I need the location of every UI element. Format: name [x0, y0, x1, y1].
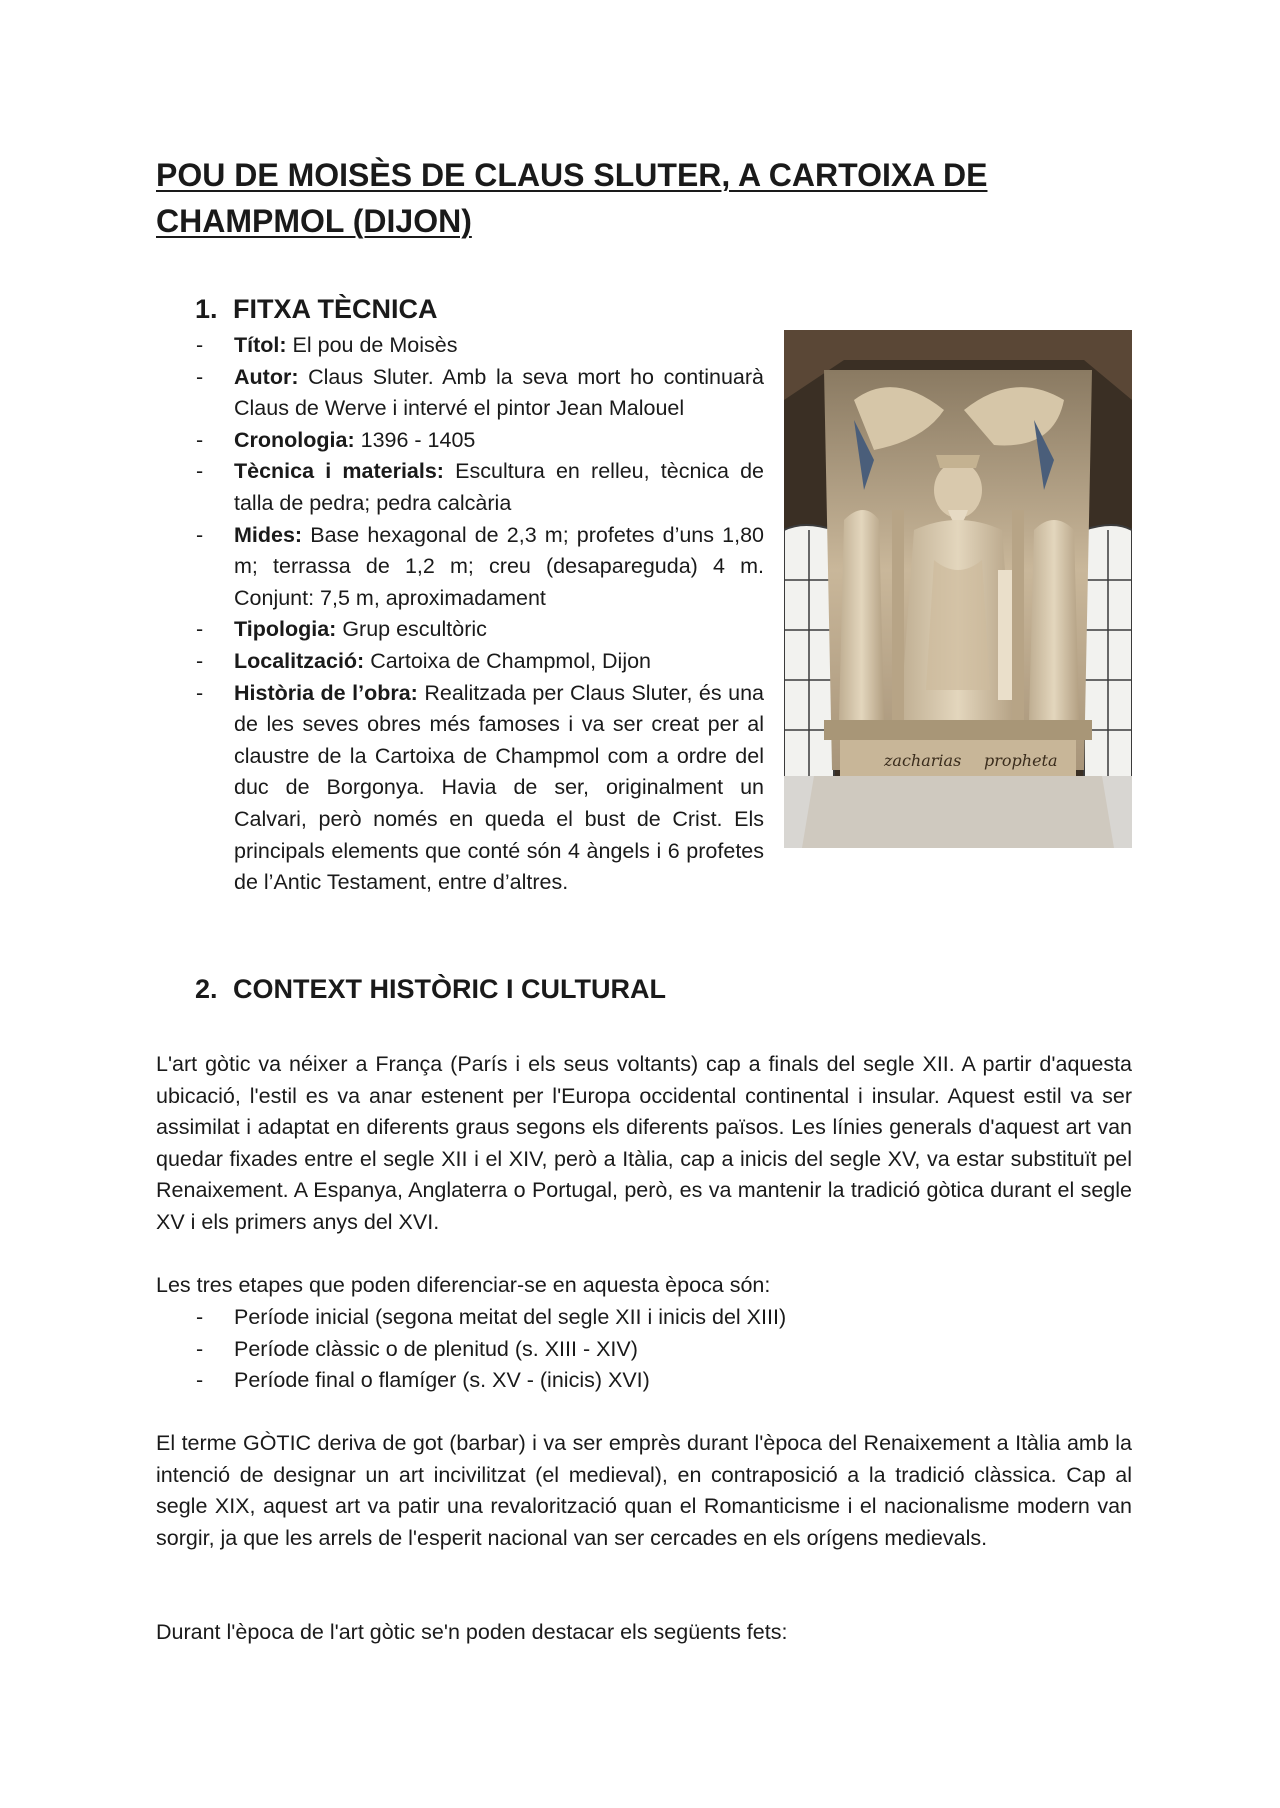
paragraph-etapes-intro: Les tres etapes que poden diferenciar-se en aquesta època són: [156, 1273, 771, 1297]
list-item: - Període clàssic o de plenitud (s. XIII - XIV) [156, 1334, 1132, 1366]
fitxa-label: Tipologia: [234, 617, 337, 642]
fitxa-item-historia [156, 678, 1132, 899]
fitxa-value: Grup escultòric [342, 617, 487, 642]
fitxa-item-tipologia [156, 614, 1132, 646]
paragraph-fets: Durant l'època de l'art gòtic se'n poden destacar els següents fets: [156, 1620, 788, 1644]
section-heading-context [195, 972, 666, 1006]
section-title: CONTEXT HISTÒRIC I CULTURAL [233, 974, 666, 1004]
fitxa-label: Autor: [234, 364, 299, 389]
section-number: 1. [195, 294, 218, 324]
section-heading-fitxa [195, 292, 438, 326]
fitxa-value: El pou de Moisès [292, 333, 458, 357]
fitxa-item-localitzacio [156, 646, 1132, 678]
image-inscription-right: propheta [984, 751, 1058, 770]
fitxa-value: 1396 - 1405 [360, 427, 476, 452]
fitxa-item-tecnica [156, 456, 1132, 519]
image-inscription-left: zacharias [884, 751, 962, 770]
page-title: POU DE MOISÈS DE CLAUS SLUTER, A CARTOIXA DE CHAMPMOL (DIJON) [156, 157, 988, 239]
section-number: 2. [195, 974, 218, 1004]
fitxa-label: Localització: [234, 648, 365, 673]
fitxa-item-mides [156, 520, 1132, 615]
fitxa-label: Història de l’obra: [234, 680, 418, 705]
fitxa-value: Base hexagonal de 2,3 m; profetes d’uns 1,80 m; terrassa de 1,2 m; creu (desapareguda) 4 m. Conjunt: 7,5 m, aproximadament [234, 522, 764, 610]
fitxa-label: Títol: [234, 333, 287, 357]
fitxa-list [156, 330, 1132, 899]
list-item: - Període inicial (segona meitat del segle XII i inicis del XIII) [156, 1302, 1132, 1334]
list-item: - Període final o flamíger (s. XV - (inicis) XVI) [156, 1365, 1132, 1397]
paragraph-origin: L'art gòtic va néixer a França (París i els seus voltants) cap a finals del segle XII. A partir d'aquesta ubicació, l'estil es va anar estenent per l'Europa occidental continental i insular. Aquest estil va ser assimilat i adaptat en diferents graus segons els diferents països. Les línies generals d'aquest art van quedar fixades entre el segle XII i el XIV, però a Itàlia, cap a inicis del segle XV, va estar substituït pel Renaixement. A Espanya, Anglaterra o Portugal, però, es va mantenir la tradició gòtica durant el segle XV i els primers anys del XVI. [156, 1052, 1132, 1234]
fitxa-label: Tècnica i materials: [234, 459, 444, 484]
fitxa-item-titol [156, 330, 1132, 362]
fitxa-value: Claus Sluter. Amb la seva mort ho continuarà Claus de Werve i intervé el pintor Jean Malouel [234, 364, 764, 421]
fitxa-item-autor [156, 362, 1132, 425]
fitxa-value: Escultura en relleu, tècnica de talla de pedra; pedra calcària [234, 459, 764, 515]
fitxa-item-cronologia [156, 425, 1132, 457]
etapes-list [156, 1302, 1132, 1397]
paragraph-terme-gotic: El terme GÒTIC deriva de got (barbar) i va ser emprès durant l'època del Renaixement a Itàlia amb la intenció de designar un art incivilitzat (el medieval), en contraposició a la tradició clàssica. Cap al segle XIX, aquest art va patir una revalorització quan el Romanticisme i el nacionalisme modern van sorgir, ja que les arrels de l'esperit nacional van ser cercades en els orígens medievals. [156, 1431, 1132, 1550]
fitxa-label: Mides: [234, 522, 303, 547]
fitxa-tecnica [156, 330, 1132, 899]
fitxa-value: Realitzada per Claus Sluter, és una de les seves obres més famoses i va ser creat per al claustre de la Cartoixa de Champmol com a ordre del duc de Borgonya. Havia de ser, originalment un Calvari, però només en queda el bust de Crist. Els principals elements que conté són 4 àngels i 6 profetes de l’Antic Testament, entre d’altres. [234, 680, 764, 895]
section-title: FITXA TÈCNICA [233, 294, 438, 324]
fitxa-value: Cartoixa de Champmol, Dijon [370, 648, 652, 673]
fitxa-label: Cronologia: [234, 427, 355, 452]
